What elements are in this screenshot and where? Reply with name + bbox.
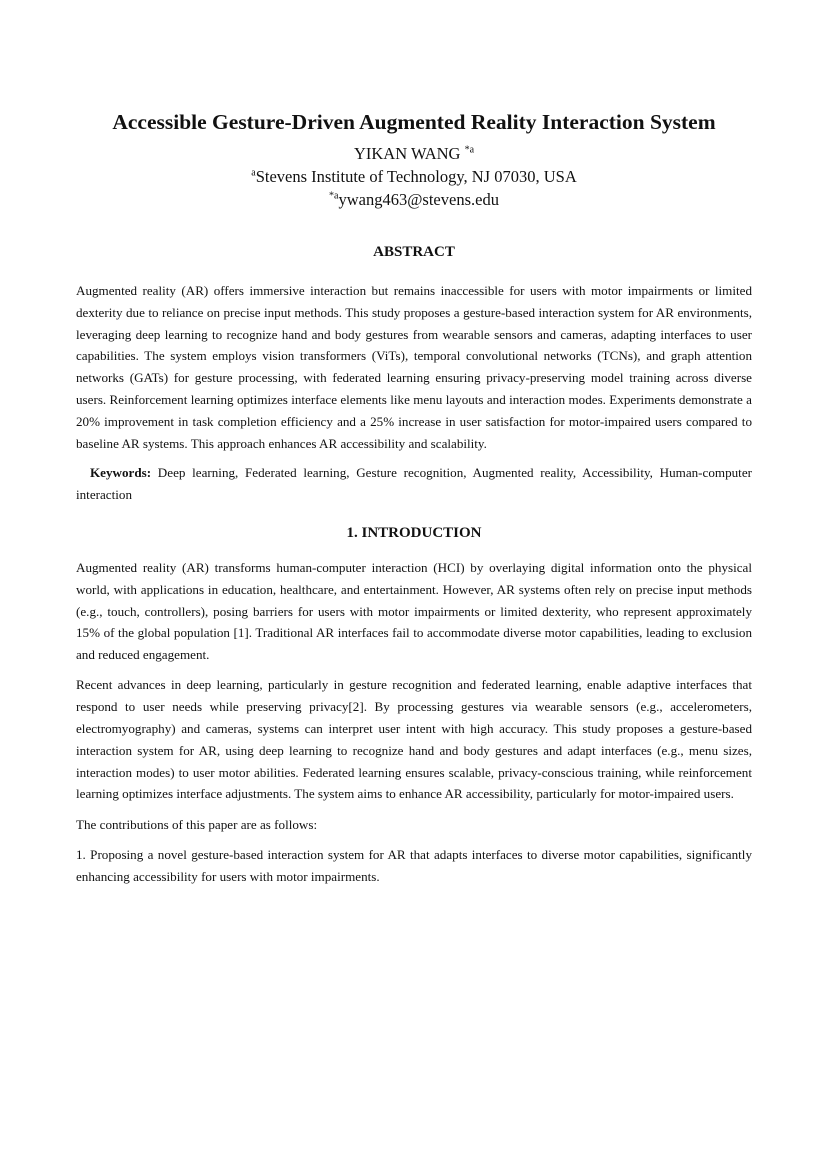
- keywords-text: Deep learning, Federated learning, Gesture recognition, Augmented reality, Accessibility, Human-computer interaction: [76, 465, 752, 503]
- abstract-heading: ABSTRACT: [373, 244, 455, 260]
- abstract-text: Augmented reality (AR) offers immersive interaction but remains inaccessible for users with motor impairments or limited dexterity due to reliance on precise input methods. This study proposes a gesture-based interaction system for AR environments, leveraging deep learning to recognize hand and body gestures from wearable sensors and cameras, adapting interfaces to user capabilities. The system employs vision transformers (ViTs), temporal convolutional networks (TCNs), and graph attention networks (GATs) for gesture processing, with federated learning ensuring privacy-preserving model training across diverse users. Reinforcement learning optimizes interface elements like menu layouts and interaction modes. Experiments demonstrate a 20% improvement in task completion efficiency and a 25% increase in user satisfaction for motor-impaired users compared to baseline AR systems. This approach enhances AR accessibility and scalability.: [76, 283, 752, 451]
- author-name: YIKAN WANG: [353, 144, 461, 163]
- author-block: [76, 142, 752, 211]
- affiliation-line: [76, 165, 752, 188]
- affiliation-superscript: a: [251, 167, 256, 179]
- affiliation: Stevens Institute of Technology, NJ 07030, USA: [255, 167, 577, 186]
- introduction-heading: 1. INTRODUCTION: [346, 524, 482, 541]
- keywords-paragraph: [76, 462, 752, 506]
- author-name-superscript: *a: [464, 144, 475, 156]
- intro-paragraph-1: Augmented reality (AR) transforms human-computer interaction (HCI) by overlaying digital information onto the physical world, with applications in education, healthcare, and entertainment. However, AR systems often rely on precise input methods (e.g., touch, controllers), posing barriers for users with motor impairments or limited dexterity, who represent approximately 15% of the global population [1]. Traditional AR interfaces fail to accommodate diverse motor capabilities, leading to exclusion and reduced engagement.: [76, 559, 752, 663]
- email-line: [76, 188, 752, 211]
- author-name-line: [76, 142, 752, 165]
- keywords-label: Keywords:: [90, 465, 152, 481]
- author-email[interactable]: ywang463@stevens.edu: [338, 190, 499, 209]
- contribution-item-1: 1. Proposing a novel gesture-based interaction system for AR that adapts interfaces to diverse motor capabilities, significantly enhancing accessibility for users with motor impairments.: [76, 847, 752, 884]
- intro-paragraph-2: Recent advances in deep learning, particularly in gesture recognition and federated learning, enable adaptive interfaces that respond to user needs while preserving privacy[2]. By processing gestures via wearable sensors (e.g., accelerometers, electromyography) and cameras, systems can interpret user intent with high accuracy. This study proposes a gesture-based interaction system for AR, using deep learning to recognize hand and body gestures and adapt interfaces (e.g., menu sizes, interaction modes) to user motor abilities. Federated learning ensures scalable, privacy-conscious training, while reinforcement learning optimizes interface adjustments. The system aims to enhance AR accessibility, particularly for motor-impaired users.: [76, 677, 752, 802]
- paper-title: Accessible Gesture-Driven Augmented Reality Interaction System: [112, 110, 716, 134]
- intro-paragraph-3: The contributions of this paper are as follows:: [76, 816, 318, 832]
- email-superscript: *a: [329, 190, 339, 202]
